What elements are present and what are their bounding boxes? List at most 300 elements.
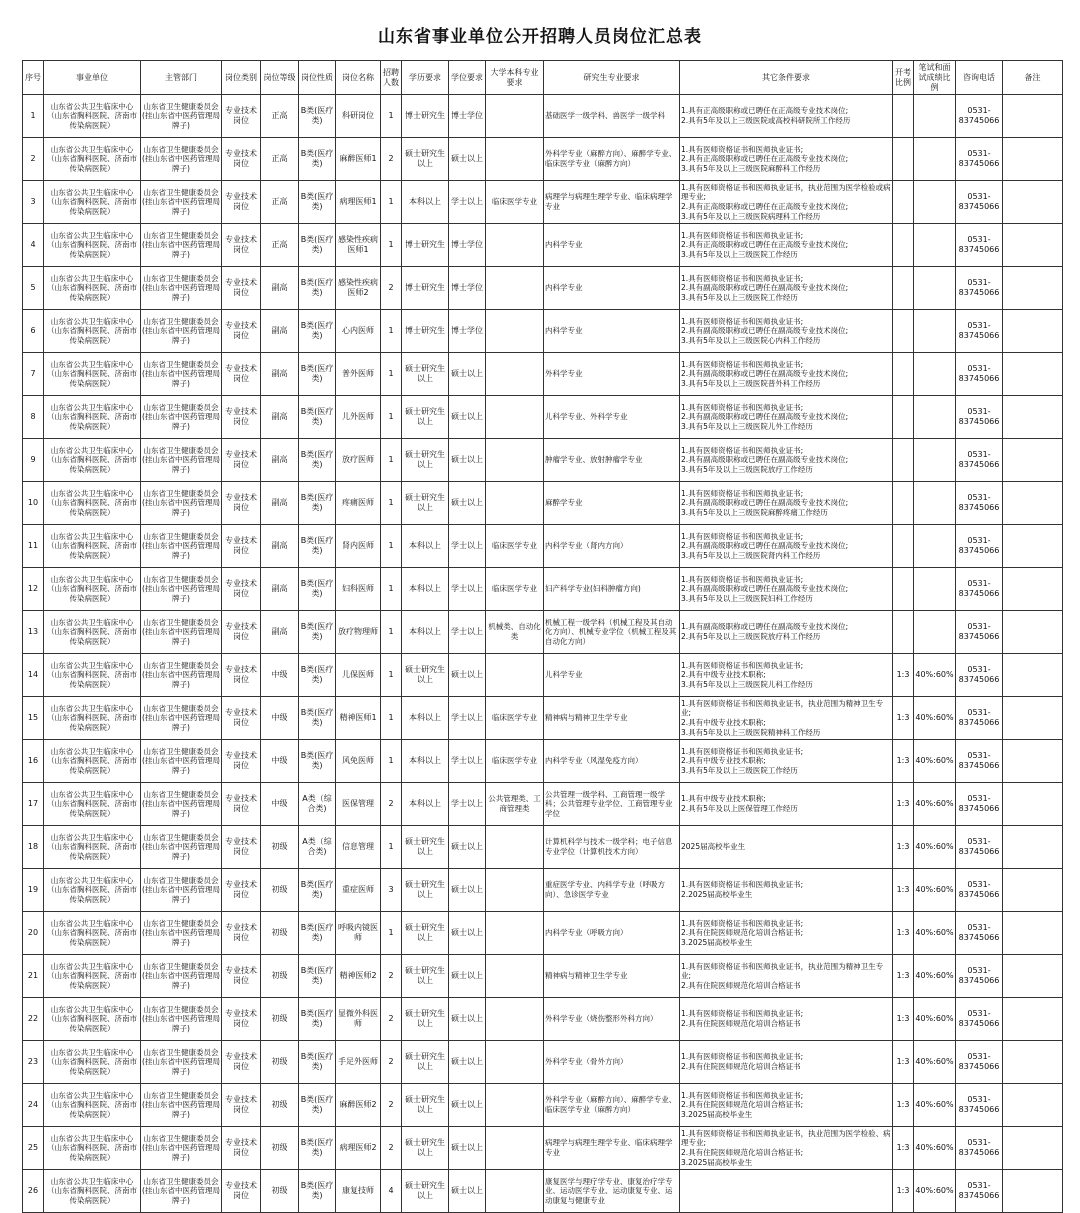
table-cell: [486, 1170, 544, 1213]
table-cell: 专业技术岗位: [222, 697, 261, 740]
table-cell: 0531-83745066: [956, 783, 1003, 826]
table-cell: 山东省公共卫生临床中心（山东省胸科医院、济南市传染病医院）: [44, 1041, 141, 1084]
column-header: 岗位名称: [336, 61, 381, 95]
table-cell: 1.具有医师资格证书和医师执业证书; 2.具有住院医师规范化培训合格证书; 3.2025届高校毕业生: [680, 912, 893, 955]
table-row: [23, 740, 1063, 783]
table-cell: 科研岗位: [336, 95, 381, 138]
table-cell: 硕士研究生以上: [402, 1084, 449, 1127]
table-cell: 外科学专业（麻醉方向）、麻醉学专业、临床医学专业（麻醉方向）: [544, 1084, 680, 1127]
table-cell: [893, 439, 914, 482]
table-cell: 专业技术岗位: [222, 568, 261, 611]
table-cell: 博士学位: [449, 310, 486, 353]
table-cell: 山东省公共卫生临床中心（山东省胸科医院、济南市传染病医院）: [44, 267, 141, 310]
table-cell: 1.具有医师资格证书和医师执业证书; 2.具有副高级职称或已聘任在副高级专业技术岗位; 3.具有5年及以上三级医院妇科工作经历: [680, 568, 893, 611]
table-cell: 4: [23, 224, 44, 267]
table-cell: 专业技术岗位: [222, 869, 261, 912]
table-cell: 1: [381, 482, 402, 525]
table-cell: 专业技术岗位: [222, 1127, 261, 1170]
table-cell: 1.具有医师资格证书和医师执业证书，执业范围为精神卫生专业; 2.具有住院医师规范化培训合格证书: [680, 955, 893, 998]
table-cell: A类（综合类): [299, 783, 336, 826]
table-cell: 0531-83745066: [956, 95, 1003, 138]
table-cell: 40%:60%: [914, 912, 956, 955]
table-cell: 1: [381, 611, 402, 654]
table-cell: 重症医师: [336, 869, 381, 912]
table-cell: 11: [23, 525, 44, 568]
table-cell: 博士研究生: [402, 95, 449, 138]
table-row: [23, 1127, 1063, 1170]
table-cell: 山东省公共卫生临床中心（山东省胸科医院、济南市传染病医院）: [44, 353, 141, 396]
table-cell: 中级: [261, 654, 299, 697]
table-cell: 1.具有副高级职称或已聘任在副高级专业技术岗位; 2.具有5年及以上三级医院放疗科工作经历: [680, 611, 893, 654]
table-cell: 硕士以上: [449, 912, 486, 955]
table-cell: 硕士以上: [449, 1127, 486, 1170]
table-cell: [914, 138, 956, 181]
table-cell: 基础医学一级学科、兽医学一级学科: [544, 95, 680, 138]
table-cell: 山东省公共卫生临床中心（山东省胸科医院、济南市传染病医院）: [44, 138, 141, 181]
table-cell: 山东省公共卫生临床中心（山东省胸科医院、济南市传染病医院）: [44, 396, 141, 439]
table-cell: [1003, 138, 1063, 181]
column-header: 咨询电话: [956, 61, 1003, 95]
column-header: 序号: [23, 61, 44, 95]
table-cell: 公共管理类、工商管理类: [486, 783, 544, 826]
table-cell: 专业技术岗位: [222, 1170, 261, 1213]
table-cell: 14: [23, 654, 44, 697]
table-cell: 山东省公共卫生临床中心（山东省胸科医院、济南市传染病医院）: [44, 181, 141, 224]
table-cell: 本科以上: [402, 525, 449, 568]
table-cell: 副高: [261, 525, 299, 568]
table-cell: [914, 95, 956, 138]
table-cell: 专业技术岗位: [222, 1084, 261, 1127]
table-cell: [1003, 525, 1063, 568]
table-row: [23, 654, 1063, 697]
table-cell: 40%:60%: [914, 1084, 956, 1127]
table-cell: 1.具有医师资格证书和医师执业证书; 2.具有住院医师规范化培训合格证书; 3.2025届高校毕业生: [680, 1084, 893, 1127]
table-row: [23, 912, 1063, 955]
table-cell: 山东省公共卫生临床中心（山东省胸科医院、济南市传染病医院）: [44, 482, 141, 525]
table-cell: 专业技术岗位: [222, 1041, 261, 1084]
table-cell: 0531-83745066: [956, 224, 1003, 267]
table-cell: [914, 267, 956, 310]
table-cell: 1: [381, 525, 402, 568]
table-cell: [1003, 740, 1063, 783]
table-cell: 硕士以上: [449, 869, 486, 912]
table-cell: 26: [23, 1170, 44, 1213]
table-cell: 1.具有医师资格证书和医师执业证书; 2.具有副高级职称或已聘任在副高级专业技术岗位; 3.具有5年及以上三级医院儿外工作经历: [680, 396, 893, 439]
table-cell: 精神医师2: [336, 955, 381, 998]
table-cell: [1003, 783, 1063, 826]
table-cell: 本科以上: [402, 611, 449, 654]
table-cell: 山东省卫生健康委员会(挂山东省中医药管理局牌子): [141, 1127, 222, 1170]
table-cell: [1003, 310, 1063, 353]
table-cell: [486, 95, 544, 138]
table-cell: 山东省公共卫生临床中心（山东省胸科医院、济南市传染病医院）: [44, 783, 141, 826]
table-cell: 山东省卫生健康委员会(挂山东省中医药管理局牌子): [141, 353, 222, 396]
column-header: 学历要求: [402, 61, 449, 95]
table-cell: 9: [23, 439, 44, 482]
table-cell: 专业技术岗位: [222, 396, 261, 439]
table-cell: 0531-83745066: [956, 912, 1003, 955]
table-cell: 1: [381, 310, 402, 353]
table-row: [23, 1170, 1063, 1213]
table-cell: 硕士以上: [449, 1041, 486, 1084]
table-cell: [486, 482, 544, 525]
table-cell: 3: [381, 869, 402, 912]
table-cell: 初级: [261, 998, 299, 1041]
table-cell: 硕士以上: [449, 138, 486, 181]
table-cell: [893, 396, 914, 439]
table-cell: [486, 998, 544, 1041]
table-cell: [914, 224, 956, 267]
table-cell: B类(医疗类): [299, 482, 336, 525]
table-cell: [893, 611, 914, 654]
table-cell: 1: [381, 697, 402, 740]
column-header: 笔试和面试成绩比例: [914, 61, 956, 95]
table-cell: [1003, 439, 1063, 482]
table-cell: 硕士研究生以上: [402, 869, 449, 912]
table-row: [23, 525, 1063, 568]
table-cell: 1.具有医师资格证书和医师执业证书; 2.具有副高级职称或已聘任在副高级专业技术岗位; 3.具有5年及以上三级医院普外科工作经历: [680, 353, 893, 396]
table-cell: B类(医疗类): [299, 568, 336, 611]
table-row: [23, 439, 1063, 482]
table-cell: [680, 1170, 893, 1213]
table-cell: 山东省公共卫生临床中心（山东省胸科医院、济南市传染病医院）: [44, 95, 141, 138]
table-cell: [486, 1084, 544, 1127]
table-cell: [893, 224, 914, 267]
table-row: [23, 955, 1063, 998]
table-cell: B类(医疗类): [299, 138, 336, 181]
table-cell: 1:3: [893, 1127, 914, 1170]
table-cell: 山东省卫生健康委员会(挂山东省中医药管理局牌子): [141, 1041, 222, 1084]
table-cell: 0531-83745066: [956, 267, 1003, 310]
table-cell: 硕士研究生以上: [402, 482, 449, 525]
table-cell: 硕士研究生以上: [402, 955, 449, 998]
table-cell: 儿科学专业、外科学专业: [544, 396, 680, 439]
table-cell: 临床医学专业: [486, 568, 544, 611]
table-cell: [1003, 955, 1063, 998]
table-cell: 40%:60%: [914, 783, 956, 826]
table-cell: 山东省卫生健康委员会(挂山东省中医药管理局牌子): [141, 912, 222, 955]
table-cell: 麻醉医师2: [336, 1084, 381, 1127]
table-cell: 麻醉医师1: [336, 138, 381, 181]
table-cell: [486, 869, 544, 912]
table-cell: 博士学位: [449, 224, 486, 267]
table-cell: 初级: [261, 826, 299, 869]
table-cell: [1003, 912, 1063, 955]
table-cell: 专业技术岗位: [222, 138, 261, 181]
table-cell: 1.具有医师资格证书和医师执业证书，执业范围为医学检验、病理专业; 2.具有住院医师规范化培训合格证书; 3.2025届高校毕业生: [680, 1127, 893, 1170]
table-cell: 康复医学与理疗学专业、康复治疗学专业、运动医学专业、运动康复专业、运动康复与健康专业: [544, 1170, 680, 1213]
table-cell: 0531-83745066: [956, 181, 1003, 224]
table-row: [23, 310, 1063, 353]
positions-table: [22, 60, 1063, 1213]
table-cell: 0531-83745066: [956, 396, 1003, 439]
table-cell: 感染性疾病医师1: [336, 224, 381, 267]
table-cell: B类(医疗类): [299, 869, 336, 912]
table-cell: 病理医师1: [336, 181, 381, 224]
table-cell: 精神病与精神卫生学专业: [544, 697, 680, 740]
table-row: [23, 697, 1063, 740]
table-cell: [893, 525, 914, 568]
table-cell: [486, 1041, 544, 1084]
table-row: [23, 869, 1063, 912]
table-cell: 山东省公共卫生临床中心（山东省胸科医院、济南市传染病医院）: [44, 697, 141, 740]
table-cell: 外科学专业（烧伤整形外科方向）: [544, 998, 680, 1041]
table-cell: 信息管理: [336, 826, 381, 869]
table-cell: 40%:60%: [914, 1170, 956, 1213]
table-row: [23, 267, 1063, 310]
table-cell: 副高: [261, 353, 299, 396]
table-cell: 正高: [261, 181, 299, 224]
table-cell: 19: [23, 869, 44, 912]
table-cell: 医保管理: [336, 783, 381, 826]
table-body: [23, 95, 1063, 1213]
table-cell: 专业技术岗位: [222, 955, 261, 998]
table-cell: 副高: [261, 439, 299, 482]
table-cell: [1003, 396, 1063, 439]
table-cell: [893, 267, 914, 310]
table-cell: 0531-83745066: [956, 138, 1003, 181]
table-cell: A类（综合类): [299, 826, 336, 869]
table-cell: B类(医疗类): [299, 396, 336, 439]
table-cell: 0531-83745066: [956, 955, 1003, 998]
table-cell: 专业技术岗位: [222, 611, 261, 654]
table-cell: [893, 353, 914, 396]
table-cell: 1.具有正高级职称或已聘任在正高级专业技术岗位; 2.具有5年及以上三级医院或高校科研院所工作经历: [680, 95, 893, 138]
table-cell: 山东省卫生健康委员会(挂山东省中医药管理局牌子): [141, 181, 222, 224]
table-cell: 山东省公共卫生临床中心（山东省胸科医院、济南市传染病医院）: [44, 955, 141, 998]
table-cell: 0531-83745066: [956, 353, 1003, 396]
table-cell: 计算机科学与技术一级学科；电子信息专业学位（计算机技术方向）: [544, 826, 680, 869]
table-cell: 2: [381, 1127, 402, 1170]
table-cell: 山东省卫生健康委员会(挂山东省中医药管理局牌子): [141, 525, 222, 568]
table-cell: 山东省公共卫生临床中心（山东省胸科医院、济南市传染病医院）: [44, 740, 141, 783]
table-cell: 1:3: [893, 1084, 914, 1127]
table-cell: 硕士研究生以上: [402, 353, 449, 396]
column-header: 其它条件要求: [680, 61, 893, 95]
table-cell: 内科学专业（呼吸方向）: [544, 912, 680, 955]
table-cell: 山东省公共卫生临床中心（山东省胸科医院、济南市传染病医院）: [44, 525, 141, 568]
table-cell: [1003, 267, 1063, 310]
table-cell: 山东省公共卫生临床中心（山东省胸科医院、济南市传染病医院）: [44, 568, 141, 611]
table-cell: B类(医疗类): [299, 1127, 336, 1170]
table-cell: [1003, 482, 1063, 525]
table-cell: 0531-83745066: [956, 998, 1003, 1041]
table-cell: 临床医学专业: [486, 697, 544, 740]
table-cell: 初级: [261, 1041, 299, 1084]
table-cell: 1.具有医师资格证书和医师执业证书; 2.具有中级专业技术职称; 3.具有5年及以上三级医院儿科工作经历: [680, 654, 893, 697]
table-cell: 肾内医师: [336, 525, 381, 568]
table-cell: 山东省卫生健康委员会(挂山东省中医药管理局牌子): [141, 869, 222, 912]
table-cell: 山东省公共卫生临床中心（山东省胸科医院、济南市传染病医院）: [44, 224, 141, 267]
table-cell: 内科学专业（肾内方向）: [544, 525, 680, 568]
table-cell: [914, 396, 956, 439]
table-cell: 16: [23, 740, 44, 783]
table-cell: 专业技术岗位: [222, 224, 261, 267]
table-cell: 1: [381, 912, 402, 955]
table-cell: B类(医疗类): [299, 912, 336, 955]
table-cell: 硕士研究生以上: [402, 1127, 449, 1170]
table-cell: 内科学专业: [544, 310, 680, 353]
table-cell: 机械工程一级学科（机械工程及其自动化方向）、机械专业学位（机械工程及其自动化方向）: [544, 611, 680, 654]
table-cell: 山东省卫生健康委员会(挂山东省中医药管理局牌子): [141, 1170, 222, 1213]
table-cell: 1:3: [893, 998, 914, 1041]
table-cell: 山东省公共卫生临床中心（山东省胸科医院、济南市传染病医院）: [44, 826, 141, 869]
table-cell: 20: [23, 912, 44, 955]
table-cell: 山东省公共卫生临床中心（山东省胸科医院、济南市传染病医院）: [44, 439, 141, 482]
table-cell: 麻醉学专业: [544, 482, 680, 525]
column-header: 学位要求: [449, 61, 486, 95]
table-cell: 24: [23, 1084, 44, 1127]
column-header: 研究生专业要求: [544, 61, 680, 95]
table-cell: 普外医师: [336, 353, 381, 396]
table-cell: 1: [381, 396, 402, 439]
table-cell: 山东省公共卫生临床中心（山东省胸科医院、济南市传染病医院）: [44, 611, 141, 654]
table-cell: 初级: [261, 869, 299, 912]
table-cell: B类(医疗类): [299, 1084, 336, 1127]
table-cell: 副高: [261, 482, 299, 525]
table-cell: 0531-83745066: [956, 740, 1003, 783]
table-cell: 山东省公共卫生临床中心（山东省胸科医院、济南市传染病医院）: [44, 1084, 141, 1127]
table-cell: 山东省公共卫生临床中心（山东省胸科医院、济南市传染病医院）: [44, 998, 141, 1041]
table-cell: 1:3: [893, 826, 914, 869]
table-cell: 副高: [261, 310, 299, 353]
table-cell: 学士以上: [449, 568, 486, 611]
table-cell: [914, 568, 956, 611]
table-cell: 山东省卫生健康委员会(挂山东省中医药管理局牌子): [141, 310, 222, 353]
table-cell: 肿瘤学专业、放射肿瘤学专业: [544, 439, 680, 482]
table-cell: 心内医师: [336, 310, 381, 353]
table-cell: 1.具有医师资格证书和医师执业证书; 2.具有副高级职称或已聘任在副高级专业技术岗位; 3.具有5年及以上三级医院工作经历: [680, 267, 893, 310]
table-cell: B类(医疗类): [299, 525, 336, 568]
table-cell: [1003, 1127, 1063, 1170]
table-cell: [486, 310, 544, 353]
table-cell: 0531-83745066: [956, 568, 1003, 611]
table-cell: 1.具有医师资格证书和医师执业证书; 2.具有住院医师规范化培训合格证书: [680, 1041, 893, 1084]
table-cell: 学士以上: [449, 525, 486, 568]
table-cell: 病理学与病理生理学专业、临床病理学专业: [544, 181, 680, 224]
table-cell: 风免医师: [336, 740, 381, 783]
table-cell: B类(医疗类): [299, 310, 336, 353]
table-cell: 4: [381, 1170, 402, 1213]
table-cell: 1: [381, 568, 402, 611]
table-cell: [486, 912, 544, 955]
table-cell: 1:3: [893, 955, 914, 998]
table-cell: 8: [23, 396, 44, 439]
table-cell: [893, 482, 914, 525]
table-cell: 疼痛医师: [336, 482, 381, 525]
table-cell: 1.具有医师资格证书和医师执业证书; 2.具有副高级职称或已聘任在副高级专业技术岗位; 3.具有5年及以上三级医院心内科工作经历: [680, 310, 893, 353]
table-cell: 山东省卫生健康委员会(挂山东省中医药管理局牌子): [141, 1084, 222, 1127]
table-cell: 机械类、自动化类: [486, 611, 544, 654]
table-cell: 初级: [261, 1084, 299, 1127]
table-cell: 博士研究生: [402, 267, 449, 310]
table-cell: 学士以上: [449, 611, 486, 654]
table-cell: 妇科医师: [336, 568, 381, 611]
table-cell: 正高: [261, 138, 299, 181]
table-cell: [1003, 353, 1063, 396]
table-cell: 硕士研究生以上: [402, 826, 449, 869]
table-cell: [914, 525, 956, 568]
table-cell: 0531-83745066: [956, 1170, 1003, 1213]
table-cell: 15: [23, 697, 44, 740]
table-cell: 山东省卫生健康委员会(挂山东省中医药管理局牌子): [141, 783, 222, 826]
table-cell: [486, 439, 544, 482]
table-cell: 妇产科学专业(妇科肿瘤方向): [544, 568, 680, 611]
table-cell: 40%:60%: [914, 869, 956, 912]
table-cell: 1: [381, 353, 402, 396]
table-cell: 1: [381, 95, 402, 138]
table-cell: 1:3: [893, 697, 914, 740]
table-cell: 2: [381, 998, 402, 1041]
table-cell: 本科以上: [402, 740, 449, 783]
table-cell: B类(医疗类): [299, 181, 336, 224]
table-cell: 40%:60%: [914, 826, 956, 869]
table-cell: 中级: [261, 697, 299, 740]
table-cell: 6: [23, 310, 44, 353]
table-cell: 40%:60%: [914, 1127, 956, 1170]
table-cell: 专业技术岗位: [222, 181, 261, 224]
table-cell: 1: [381, 740, 402, 783]
table-cell: 1.具有医师资格证书和医师执业证书; 2.具有住院医师规范化培训合格证书: [680, 998, 893, 1041]
table-cell: 学士以上: [449, 697, 486, 740]
table-cell: 1.具有医师资格证书和医师执业证书，执业范围为精神卫生专业; 2.具有中级专业技术职称; 3.具有5年及以上三级医院精神科工作经历: [680, 697, 893, 740]
table-cell: 硕士以上: [449, 955, 486, 998]
table-cell: B类(医疗类): [299, 697, 336, 740]
table-row: [23, 1041, 1063, 1084]
table-cell: 1: [381, 654, 402, 697]
table-cell: 1.具有医师资格证书和医师执业证书; 2.具有正高级职称或已聘任在正高级专业技术岗位; 3.具有5年及以上三级医院工作经历: [680, 224, 893, 267]
table-cell: 0531-83745066: [956, 1041, 1003, 1084]
table-cell: 临床医学专业: [486, 740, 544, 783]
table-cell: 0531-83745066: [956, 826, 1003, 869]
table-cell: 专业技术岗位: [222, 654, 261, 697]
table-cell: 临床医学专业: [486, 525, 544, 568]
table-cell: 3: [23, 181, 44, 224]
table-cell: 手足外医师: [336, 1041, 381, 1084]
table-cell: 1.具有医师资格证书和医师执业证书，执业范围为医学检验或病理专业; 2.具有正高级职称或已聘任在正高级专业技术岗位; 3.具有5年及以上三级医院病理科工作经历: [680, 181, 893, 224]
table-cell: 显微外科医师: [336, 998, 381, 1041]
table-cell: B类(医疗类): [299, 740, 336, 783]
table-cell: 博士研究生: [402, 224, 449, 267]
table-cell: 0531-83745066: [956, 697, 1003, 740]
table-cell: 硕士研究生以上: [402, 912, 449, 955]
table-cell: 专业技术岗位: [222, 95, 261, 138]
table-cell: [1003, 998, 1063, 1041]
table-cell: 0531-83745066: [956, 611, 1003, 654]
table-cell: 硕士研究生以上: [402, 1041, 449, 1084]
table-cell: 精神医师1: [336, 697, 381, 740]
table-cell: 1.具有医师资格证书和医师执业证书; 2.具有副高级职称或已聘任在副高级专业技术岗位; 3.具有5年及以上三级医院麻醉疼痛工作经历: [680, 482, 893, 525]
table-cell: B类(医疗类): [299, 439, 336, 482]
table-cell: 硕士研究生以上: [402, 396, 449, 439]
column-header: 大学本科专业要求: [486, 61, 544, 95]
table-cell: [1003, 568, 1063, 611]
table-cell: 0531-83745066: [956, 869, 1003, 912]
table-cell: B类(医疗类): [299, 1170, 336, 1213]
table-cell: 硕士研究生以上: [402, 654, 449, 697]
table-cell: 正高: [261, 95, 299, 138]
table-cell: 0531-83745066: [956, 654, 1003, 697]
table-cell: 23: [23, 1041, 44, 1084]
table-cell: 1: [23, 95, 44, 138]
column-header: 备注: [1003, 61, 1063, 95]
table-cell: 1: [381, 224, 402, 267]
column-header: 岗位类别: [222, 61, 261, 95]
table-cell: 初级: [261, 955, 299, 998]
table-cell: [1003, 95, 1063, 138]
table-cell: 山东省卫生健康委员会(挂山东省中医药管理局牌子): [141, 654, 222, 697]
table-cell: 硕士研究生以上: [402, 1170, 449, 1213]
